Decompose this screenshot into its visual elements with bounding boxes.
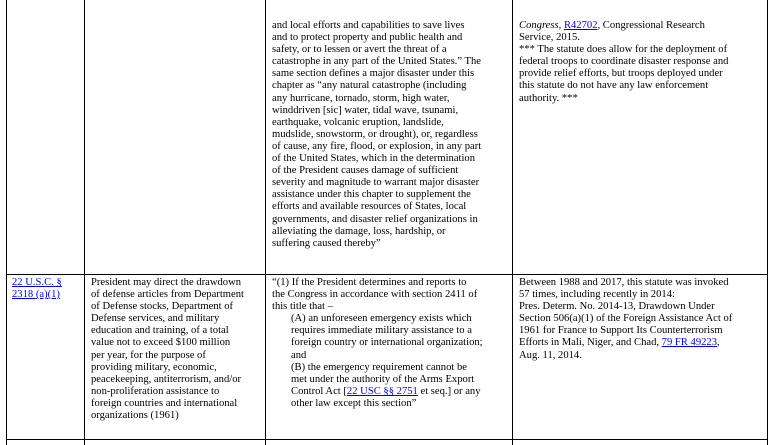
row2-notes	[519, 277, 732, 362]
text-segment: Efforts in Mali, Niger, and Chad,	[519, 337, 662, 349]
description-line: education and training, of a total	[91, 325, 229, 337]
text-segment: Control Act [	[291, 385, 347, 397]
note-line: provide relief efforts, but troops deployed under	[519, 68, 723, 80]
row-divider-2	[6, 439, 768, 440]
text-line: this title that –	[272, 301, 333, 313]
note-line: Between 1988 and 2017, this statute was invoked	[519, 277, 729, 288]
note-line: Aug. 11, 2014.	[519, 349, 582, 361]
text-line: any hurricane, tornado, storm, high water,	[272, 92, 450, 104]
note-line: Pres. Determ. No. 2014-13, Drawdown Under	[519, 301, 715, 313]
description-line: peacekeeping, antiterrorism, and/or	[91, 373, 242, 385]
text-line: safety, or to lessen or avert the threat of a	[272, 44, 447, 56]
row2-citation	[12, 277, 62, 301]
table-border-right	[767, 0, 768, 445]
note-line: 57 times, including recently in 2014:	[519, 289, 675, 301]
description-line: value not to exceed $100 million	[91, 337, 231, 349]
text-line: of cause, any fire, flood, or explosion, in any part	[272, 140, 482, 152]
usc-reference-link[interactable]: 22 USC §§ 2751	[346, 385, 418, 397]
crs-report-link[interactable]: R42702	[563, 20, 598, 31]
statutes-table	[6, 0, 768, 445]
note-line: *** The statute does allow for the deployment of	[519, 44, 728, 56]
note-line: Service, 2015.	[519, 32, 580, 44]
note-line: authority. ***	[519, 92, 578, 104]
row1-statute-text	[272, 20, 481, 250]
note-line: Section 506(a)(1) of the Foreign Assistance Act of	[519, 313, 733, 325]
text-segment: et seq.] or any	[417, 385, 481, 397]
text-line: and to protect property and public health and	[272, 32, 463, 44]
description-line: providing military, economic,	[91, 361, 217, 373]
text-line: (B) the emergency requirement cannot be	[291, 361, 467, 373]
description-line: foreign countries and international	[91, 397, 238, 409]
text-line: efforts and available resources of States, local	[272, 201, 467, 213]
note-line: 1961 for France to Support Its Counterterrorism	[519, 325, 723, 337]
note-source-line	[519, 20, 728, 32]
source-publisher: Congress	[519, 20, 559, 31]
description-line: Defense services, and military	[91, 313, 220, 325]
row2-description	[91, 277, 244, 422]
federal-register-link[interactable]: 79 FR 49223	[661, 337, 718, 349]
description-line: of Defense stocks, Department of	[91, 301, 234, 313]
table-border-left	[6, 0, 7, 445]
separator: ,	[558, 20, 564, 31]
note-line: this statute do not have any law enforcement	[519, 80, 709, 92]
text-line: winddriven [sic] water, tidal wave, tsunami,	[272, 104, 459, 116]
text-line: alleviating the damage, loss, hardship, or	[272, 225, 446, 237]
note-line: federal troops to coordinate disaster response and	[519, 56, 729, 68]
row2-statute-text	[272, 277, 483, 410]
text-line: same section defines a major disaster under this	[272, 68, 475, 80]
text-line: governments, and disaster relief organizations in	[272, 213, 478, 225]
description-line: of defense articles from Department	[91, 289, 244, 301]
note-line-with-link	[519, 337, 732, 349]
text-line: chapter as “any natural catastrophe (including	[272, 80, 467, 92]
text-line: requires immediate military assistance to a	[291, 325, 472, 337]
text-line: met under the authority of the Arms Export	[291, 373, 475, 385]
column-divider-1	[84, 0, 85, 445]
text-line: of the United States, which in the determination	[272, 153, 475, 165]
description-line: President may direct the drawdown	[91, 277, 242, 288]
citation-link[interactable]: 2318 (a)(1)	[12, 289, 60, 301]
text-line: the Congress in accordance with section 2411 of	[272, 289, 478, 301]
text-line: severity and magnitude to warrant major disaster	[272, 177, 480, 189]
text-line-with-link	[272, 386, 483, 398]
text-segment: ,	[717, 337, 720, 349]
text-line: earthquake, volcanic eruption, landslide,	[272, 116, 444, 128]
text-line: and	[291, 349, 307, 361]
description-line: non-proliferation assistance to	[91, 385, 220, 397]
text-line: foreign country or international organization;	[291, 337, 483, 349]
citation-link[interactable]: 22 U.S.C. §	[12, 277, 62, 288]
text-line: mudslide, snowstorm, or drought), or, regardless	[272, 128, 478, 140]
text-line: other law except this section”	[291, 397, 417, 409]
row1-notes	[519, 20, 728, 105]
column-divider-2	[265, 0, 266, 445]
text-line: assistance under this chapter to supplement the	[272, 189, 471, 201]
text-line: “(1) If the President determines and reports to	[272, 277, 467, 288]
row-divider-1	[6, 274, 768, 275]
text-line: and local efforts and capabilities to save lives	[272, 20, 465, 31]
text-line: (A) an unforeseen emergency exists which	[291, 313, 472, 325]
text-line: catastrophe in any part of the United States.” The	[272, 56, 481, 68]
text-line: suffering caused thereby”	[272, 237, 381, 249]
description-line: organizations (1961)	[91, 410, 179, 422]
text-line: of the President causes damage of sufficient	[272, 165, 459, 177]
description-line: per year, for the purpose of	[91, 349, 206, 361]
column-divider-3	[512, 0, 513, 445]
source-rest: , Congressional Research	[597, 20, 705, 31]
